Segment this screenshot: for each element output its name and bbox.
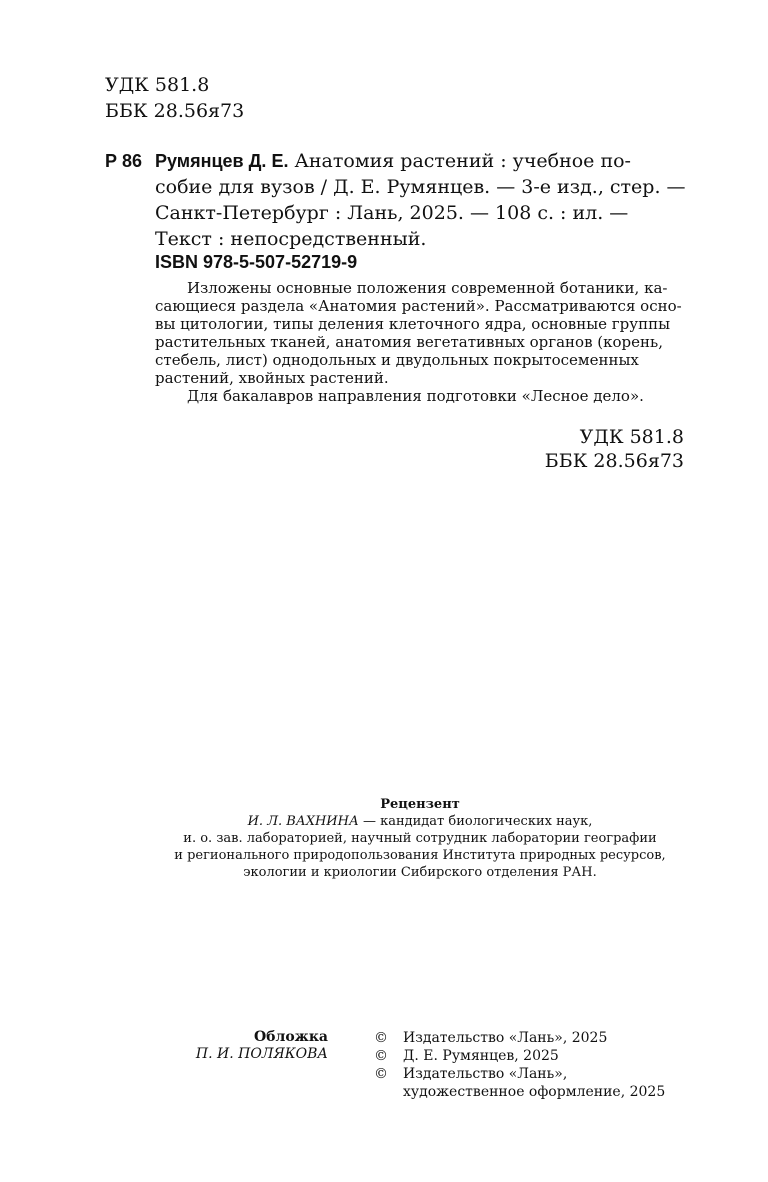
reviewer-line-4: экологии и криологии Сибирского отделения РАН. — [243, 865, 597, 880]
reviewer-line-3: и регионального природопользования Института природных ресурсов, — [174, 848, 666, 863]
copyright-icon: © — [374, 1066, 388, 1082]
reviewer-line-2: и. о. зав. лабораторией, научный сотрудник лаборатории географии — [183, 831, 657, 846]
udk-code-top: УДК 581.8 — [105, 74, 210, 96]
copyright-publisher: Издательство «Лань», 2025 — [403, 1030, 608, 1046]
reviewer-line-1 — [36, 813, 768, 830]
reviewer-degree: — кандидат биологических наук, — [358, 814, 593, 829]
author-name: Румянцев Д. Е. — [155, 151, 289, 171]
annotation-audience: Для бакалавров направления подготовки «Лесное дело». — [187, 387, 644, 405]
udk-code-bottom: УДК 581.8 — [579, 426, 684, 448]
annotation-line: Изложены основные положения современной ботаники, ка- — [187, 279, 668, 297]
annotation-line: растений, хвойных растений. — [155, 369, 389, 387]
reviewer-heading: Рецензент — [380, 797, 460, 812]
bbk-code-top: ББК 28.56я73 — [105, 100, 245, 122]
annotation-line: вы цитологии, типы деления клеточного ядра, основные группы — [155, 315, 671, 333]
annotation-line: стебель, лист) однодольных и двудольных покрытосеменных — [155, 351, 639, 369]
copyright-icon: © — [374, 1030, 388, 1046]
catalog-line-3: Санкт-Петербург : Лань, 2025. — 108 с. : ил. — — [155, 202, 629, 224]
cover-designer-name: П. И. ПОЛЯКОВА — [195, 1046, 328, 1062]
catalog-line-2: собие для вузов / Д. Е. Румянцев. — 3-е изд., стер. — — [155, 176, 686, 198]
copyright-design-line-1: Издательство «Лань», — [403, 1066, 568, 1082]
catalog-line-4: Текст : непосредственный. — [155, 228, 427, 250]
copyright-design-line-2: художественное оформление, 2025 — [403, 1084, 666, 1100]
catalog-title: Анатомия растений : учебное по- — [288, 150, 631, 172]
bbk-code-bottom: ББК 28.56я73 — [544, 450, 684, 472]
reviewer-name: И. Л. ВАХНИНА — [247, 814, 359, 829]
annotation-line: растительных тканей, анатомия вегетативных органов (корень, — [155, 333, 663, 351]
annotation-line: сающиеся раздела «Анатомия растений». Рассматриваются осно- — [155, 297, 682, 315]
cover-label: Обложка — [253, 1029, 328, 1045]
copyright-author: Д. Е. Румянцев, 2025 — [403, 1048, 559, 1064]
catalog-line-1 — [155, 148, 631, 174]
copyright-icon: © — [374, 1048, 388, 1064]
isbn: ISBN 978-5-507-52719-9 — [155, 252, 358, 272]
author-mark: Р 86 — [105, 151, 143, 171]
